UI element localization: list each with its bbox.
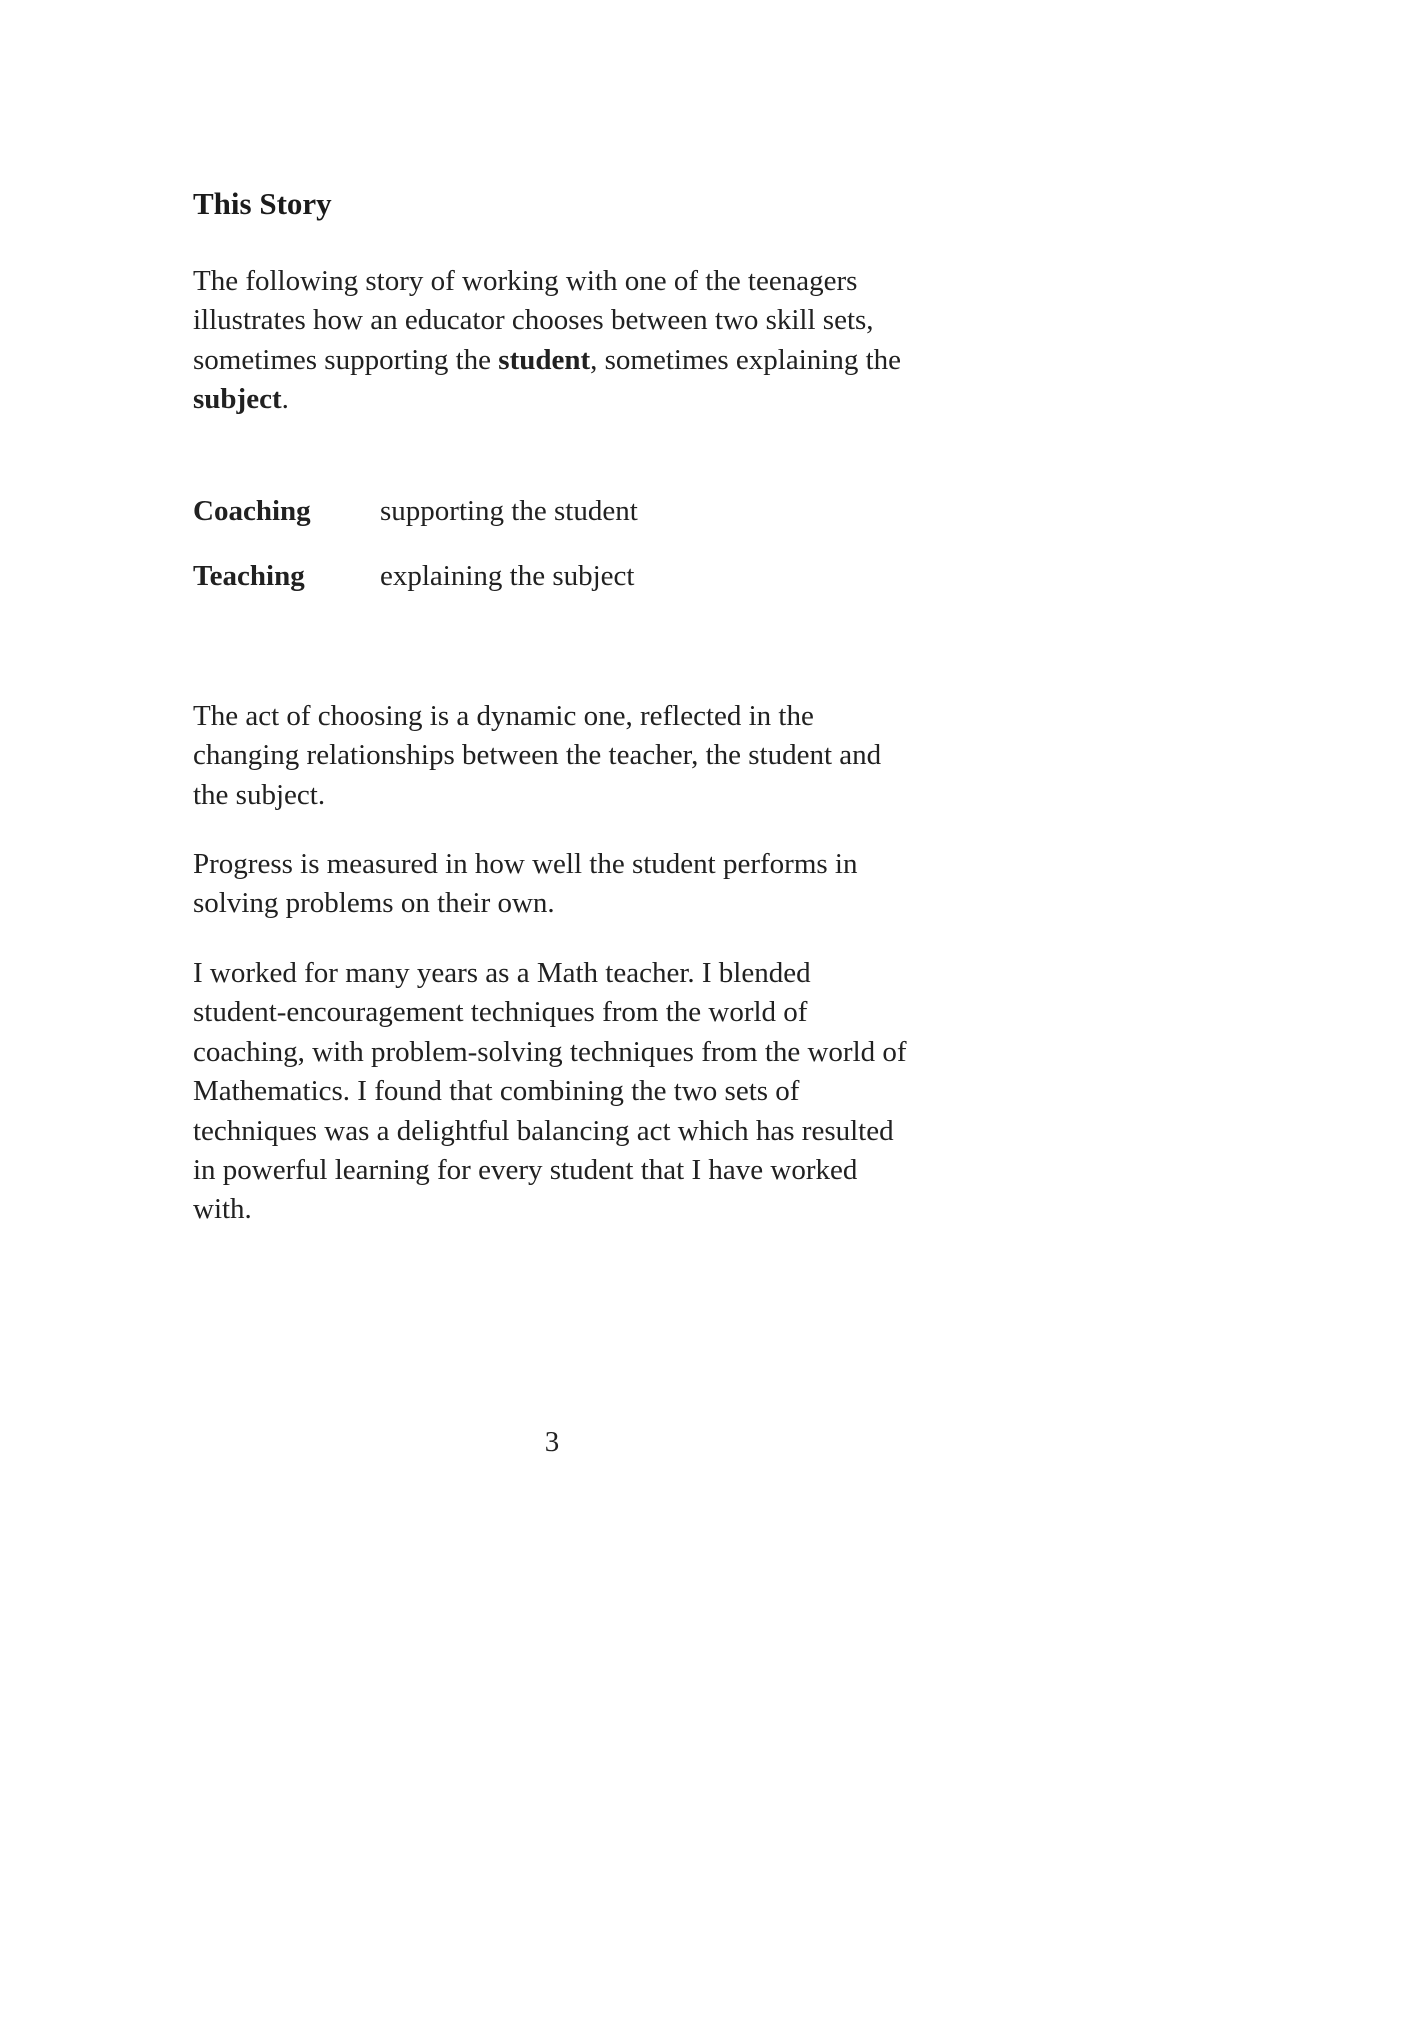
intro-paragraph	[193, 262, 911, 420]
page-number: 3	[544, 1425, 560, 1458]
definition-row-teaching	[193, 557, 911, 596]
definition-term-teaching: Teaching	[193, 560, 305, 593]
intro-segment-3: .	[281, 383, 289, 416]
definition-term-coaching: Coaching	[193, 494, 311, 527]
body-paragraph-progress: Progress is measured in how well the student performs in solving problems on their own.	[193, 847, 858, 920]
intro-segment-student-bold: student	[498, 343, 591, 376]
definition-description-coaching: supporting the student	[380, 494, 638, 527]
page-content	[193, 186, 911, 1459]
definition-description-teaching: explaining the subject	[380, 560, 635, 593]
body-paragraph-math-teacher: I worked for many years as a Math teacher. I blended student-encouragement techniques from the world of coaching, with problem-solving techniques from the world of Mathematics. I found that combining the two sets of techniques was a delightful balancing act which has resulted in powerful learning for every student that I have worked with.	[193, 956, 907, 1226]
intro-segment-subject-bold: subject	[193, 383, 282, 416]
definition-row-coaching	[193, 492, 911, 531]
page-title: This Story	[193, 186, 332, 221]
intro-segment-1: The following story of working with one of the teenagers illustrates how an educator chooses between two skill sets, sometimes supporting the	[193, 265, 874, 376]
intro-segment-2: , sometimes explaining the	[590, 343, 902, 376]
definition-list	[193, 492, 911, 597]
body-paragraph-choosing: The act of choosing is a dynamic one, reflected in the changing relationships between the teacher, the student and the subject.	[193, 699, 882, 811]
